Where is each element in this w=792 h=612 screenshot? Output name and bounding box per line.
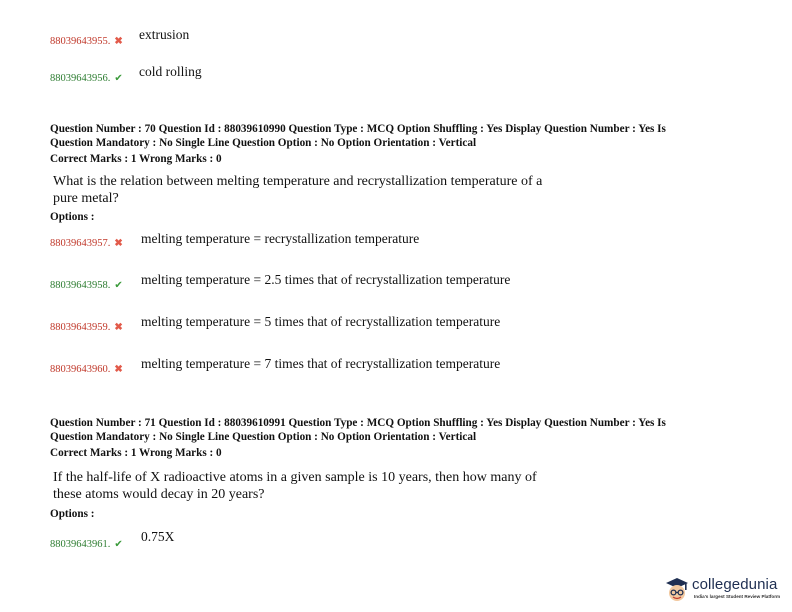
option-id-text: 88039643957. [50, 238, 111, 249]
option-id-text: 88039643960. [50, 364, 111, 375]
option-id-text: 88039643956. [50, 73, 111, 84]
question-text-line: pure metal? [53, 191, 119, 206]
cross-icon: ✖ [114, 364, 123, 375]
option-id [50, 73, 123, 84]
option-id-text: 88039643955. [50, 36, 111, 47]
brand-tagline: India's largest Student Review Platform [694, 594, 781, 599]
collegedunia-logo [662, 573, 788, 607]
check-icon: ✔ [114, 280, 123, 291]
option-text: 0.75X [141, 529, 175, 544]
question-meta-line: Question Number : 70 Question Id : 88039610990 Question Type : MCQ Option Shuffling : Yes Display Question Number : Yes Is [50, 123, 666, 135]
question-meta-line: Question Number : 71 Question Id : 88039610991 Question Type : MCQ Option Shuffling : Yes Display Question Number : Yes Is [50, 417, 666, 429]
option-text: melting temperature = 7 times that of recrystallization temperature [141, 356, 501, 371]
question-text-line: If the half-life of X radioactive atoms in a given sample is 10 years, then how many of [53, 470, 537, 485]
question-meta-line: Question Mandatory : No Single Line Question Option : No Option Orientation : Vertical [50, 431, 477, 443]
brand-name: collegedunia [692, 576, 778, 593]
question-text-line: What is the relation between melting temperature and recrystallization temperature of a [53, 174, 543, 189]
question-marks: Correct Marks : 1 Wrong Marks : 0 [50, 153, 222, 165]
option-text: melting temperature = 2.5 times that of recrystallization temperature [141, 272, 511, 287]
option-text: cold rolling [139, 64, 202, 79]
check-icon: ✔ [114, 73, 123, 84]
option-id [50, 539, 123, 550]
option-id [50, 322, 123, 333]
option-id [50, 364, 123, 375]
options-label: Options : [50, 508, 95, 520]
question-meta-line: Question Mandatory : No Single Line Question Option : No Option Orientation : Vertical [50, 137, 477, 149]
graduate-mascot-icon [662, 575, 692, 605]
option-text: melting temperature = 5 times that of recrystallization temperature [141, 314, 501, 329]
options-label: Options : [50, 211, 95, 223]
check-icon: ✔ [114, 539, 123, 550]
cross-icon: ✖ [114, 36, 123, 47]
option-text: melting temperature = recrystallization temperature [141, 231, 420, 246]
cross-icon: ✖ [114, 238, 123, 249]
question-text-line: these atoms would decay in 20 years? [53, 487, 265, 502]
option-id-text: 88039643959. [50, 322, 111, 333]
option-text: extrusion [139, 27, 190, 42]
option-id-text: 88039643958. [50, 280, 111, 291]
option-id-text: 88039643961. [50, 539, 111, 550]
option-id [50, 238, 123, 249]
option-id [50, 36, 123, 47]
question-text [53, 469, 537, 503]
cross-icon: ✖ [114, 322, 123, 333]
option-id [50, 280, 123, 291]
question-marks: Correct Marks : 1 Wrong Marks : 0 [50, 447, 222, 459]
question-text [53, 173, 542, 207]
